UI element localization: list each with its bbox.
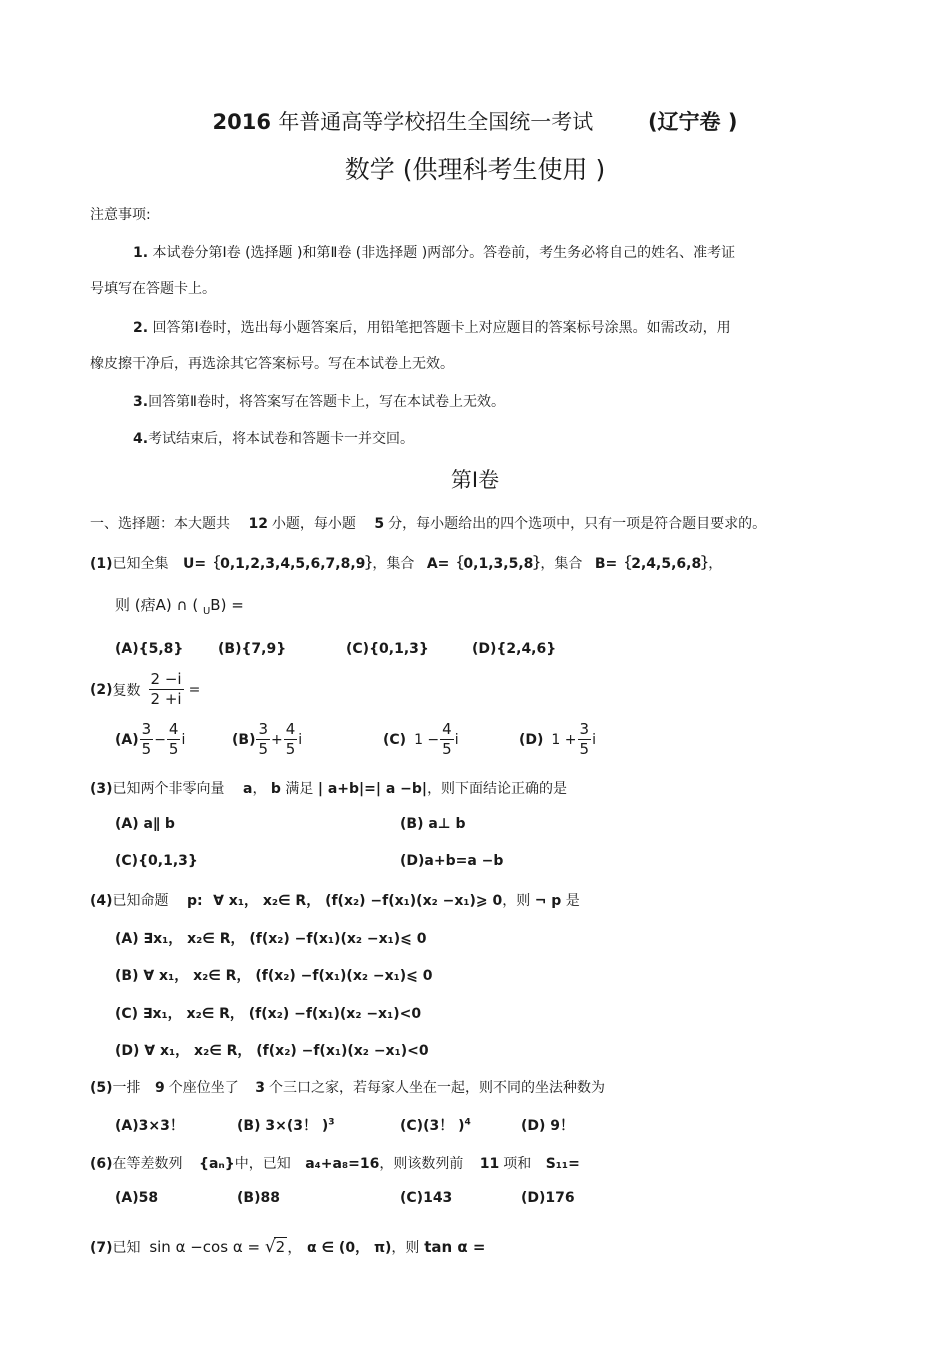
exam-subtitle	[0, 150, 950, 186]
question-6: (6)在等差数列 {aₙ}中，已知 a₄+a₈=16，则该数列前 11 项和 S₁₁=	[90, 1156, 580, 1172]
q3-option-b: (B) a⊥ b	[400, 816, 466, 832]
question-2: (2) 复数 $\frac{2 -i}{2 +i}$ =	[90, 670, 201, 708]
notice-item-2-cont: 橡皮擦干净后，再选涂其它答案标号。写在本试卷上无效。	[90, 356, 454, 372]
q2-option-c: (C) 1 − $\frac{4}{5}$ i	[383, 720, 459, 758]
section-heading: 第Ⅰ卷	[450, 468, 500, 492]
q3-option-d: (D)a+b=a −b	[400, 853, 504, 869]
q2-fraction: $\frac{2 -i}{2 +i}$	[150, 670, 182, 708]
subject-note: (供理科考生使用 )	[402, 155, 606, 184]
notice-heading: 注意事项:	[90, 207, 151, 223]
question-5: (5)一排 9 个座位坐了 3 个三口之家，若每家人坐在一起，则不同的坐法种数为	[90, 1080, 605, 1096]
question-7: (7)已知 sin α −cos α = √2 ， α ∈ (0， π)，则 tan α =	[90, 1237, 486, 1257]
q6-option-c: (C)143	[400, 1190, 453, 1206]
notice-item-1: 1. 本试卷分第Ⅰ卷 (选择题 )和第Ⅱ卷 (非选择题 )两部分。答卷前，考生务必将自己的姓名、准考证	[133, 245, 736, 261]
exam-region: (辽宁卷 )	[647, 110, 738, 134]
q2-option-a: (A) $\frac{3}{5}$ − $\frac{4}{5}$ i	[115, 720, 186, 758]
q5-option-b: (B) 3×(3！ )$^3$	[237, 1117, 335, 1134]
q5-option-a: (A)3×3！	[115, 1118, 184, 1134]
exam-title-main: 年普通高等学校招生全国统一考试	[278, 110, 594, 134]
q3-option-a: (A) a∥ b	[115, 816, 175, 832]
q1-option-b: (B){7,9}	[218, 641, 287, 657]
q5-option-d: (D) 9！	[521, 1118, 575, 1134]
question-3: (3)已知两个非零向量 a， b 满足 | a+b|=| a −b|，则下面结论正确的是	[90, 781, 568, 797]
q1-option-d: (D){2,4,6}	[472, 641, 557, 657]
q6-option-b: (B)88	[237, 1190, 280, 1206]
part1-instructions: 一、选择题：本大题共 12 小题，每小题 5 分，每小题给出的四个选项中，只有一项是符合题目要求的。	[90, 516, 767, 532]
q6-option-d: (D)176	[521, 1190, 575, 1206]
exam-year: 2016	[212, 110, 271, 134]
q2-option-d: (D) 1 + $\frac{3}{5}$ i	[519, 720, 596, 758]
question-1-expr: 则 (痞A) ∩ ( $_U$B) =	[115, 596, 244, 617]
q4-option-c: (C) ∃x₁， x₂∈ R， (f(x₂) −f(x₁)(x₂ −x₁)<0	[115, 1006, 422, 1022]
q1-option-c: (C){0,1,3}	[346, 641, 429, 657]
q2-option-b: (B) $\frac{3}{5}$ + $\frac{4}{5}$ i	[232, 720, 303, 758]
q6-option-a: (A)58	[115, 1190, 159, 1206]
exam-title	[0, 106, 950, 136]
notice-item-4: 4.考试结束后，将本试卷和答题卡一并交回。	[133, 431, 415, 447]
q5-option-c: (C)(3！ )$^4$	[400, 1117, 471, 1134]
notice-item-2: 2. 回答第Ⅰ卷时，选出每小题答案后，用铅笔把答题卡上对应题目的答案标号涂黑。如需改动，用	[133, 320, 731, 336]
q3-option-c: (C){0,1,3}	[115, 853, 198, 869]
q4-option-a: (A) ∃x₁， x₂∈ R， (f(x₂) −f(x₁)(x₂ −x₁)⩽ 0	[115, 931, 427, 947]
notice-item-1-cont: 号填写在答题卡上。	[90, 281, 216, 297]
subject: 数学	[344, 155, 395, 184]
q1-option-a: (A){5,8}	[115, 641, 184, 657]
q4-option-b: (B) ∀ x₁， x₂∈ R， (f(x₂) −f(x₁)(x₂ −x₁)⩽ 0	[115, 968, 433, 984]
q4-option-d: (D) ∀ x₁， x₂∈ R， (f(x₂) −f(x₁)(x₂ −x₁)<0	[115, 1043, 429, 1059]
question-1: (1)已知全集 U=｛0,1,2,3,4,5,6,7,8,9｝，集合 A=｛0,1,3,5,8｝，集合 B=｛2,4,5,6,8｝，	[90, 556, 723, 572]
question-4: (4)已知命题 p: ∀ x₁， x₂∈ R， (f(x₂) −f(x₁)(x₂ −x₁)⩾ 0，则 ¬ p 是	[90, 893, 580, 909]
notice-item-3: 3.回答第Ⅱ卷时，将答案写在答题卡上，写在本试卷上无效。	[133, 394, 505, 410]
